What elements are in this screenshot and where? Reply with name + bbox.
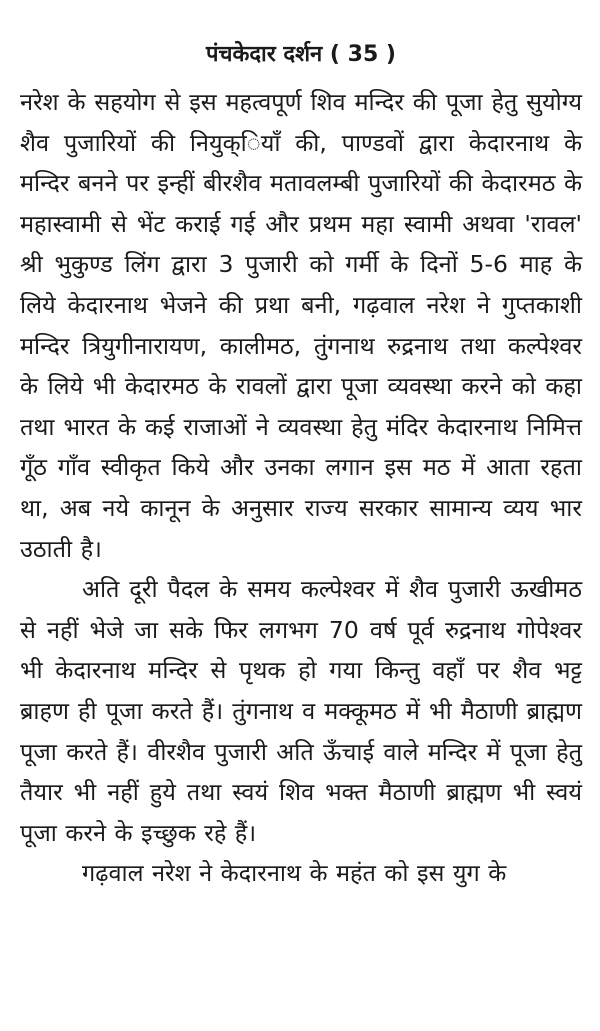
paragraph-3: गढ़वाल नरेश ने केदारनाथ के महंत को इस युग के: [82, 859, 507, 888]
paragraph-1: नरेश के सहयोग से इस महत्वपूर्ण शिव मन्दिर की पूजा हेतु सुयोग्य शैव पुजारियों की नियुक्ियाँ की, पाण्डवों द्वारा केदारनाथ के मन्दिर बनने पर इन्हीं बीरशैव मतावलम्बी पुजारियों की केदारमठ के महास्वामी से भेंट कराई गई और प्रथम महा स्वामी अथवा 'रावल' श्री भुकुण्ड लिंग द्वारा 3 पुजारी को गर्मी के दिनों 5-6 माह के लिये केदारनाथ भेजने की प्रथा बनी, गढ़वाल नरेश ने गुप्तकाशी मन्दिर त्रियुगीनारायण, कालीमठ, तुंगनाथ रुद्रनाथ तथा कल्पेश्वर के लिये भी केदारमठ के रावलों द्वारा पूजा व्यवस्था करने को कहा तथा भारत के कई राजाओं ने व्यवस्था हेतु मंदिर केदारनाथ निमित्त गूँठ गाँव स्वीकृत किये और उनका लगान इस मठ में आता रहता था, अब नये कानून के अनुसार राज्य सरकार सामान्य व्यय भार उठाती है।: [20, 88, 582, 563]
paragraph-2: अति दूरी पैदल के समय कल्पेश्वर में शैव पुजारी ऊखीमठ से नहीं भेजे जा सके फिर लगभग 70 वर्ष पूर्व रुद्रनाथ गोपेश्वर भी केदारनाथ मन्दिर से पृथक हो गया किन्तु वहाँ पर शैव भट्ट ब्राहण ही पूजा करते हैं। तुंगनाथ व मक्कूमठ में भी मैठाणी ब्राह्मण पूजा करते हैं। वीरशैव पुजारी अति ऊँचाई वाले मन्दिर में पूजा हेतु तैयार भी नहीं हुये तथा स्वयं शिव भक्त मैठाणी ब्राह्मण भी स्वयं पूजा करने के इच्छुक रहे हैं।: [20, 575, 582, 847]
page-header: पंचकेदार दर्शन ( 35 ): [206, 42, 396, 67]
